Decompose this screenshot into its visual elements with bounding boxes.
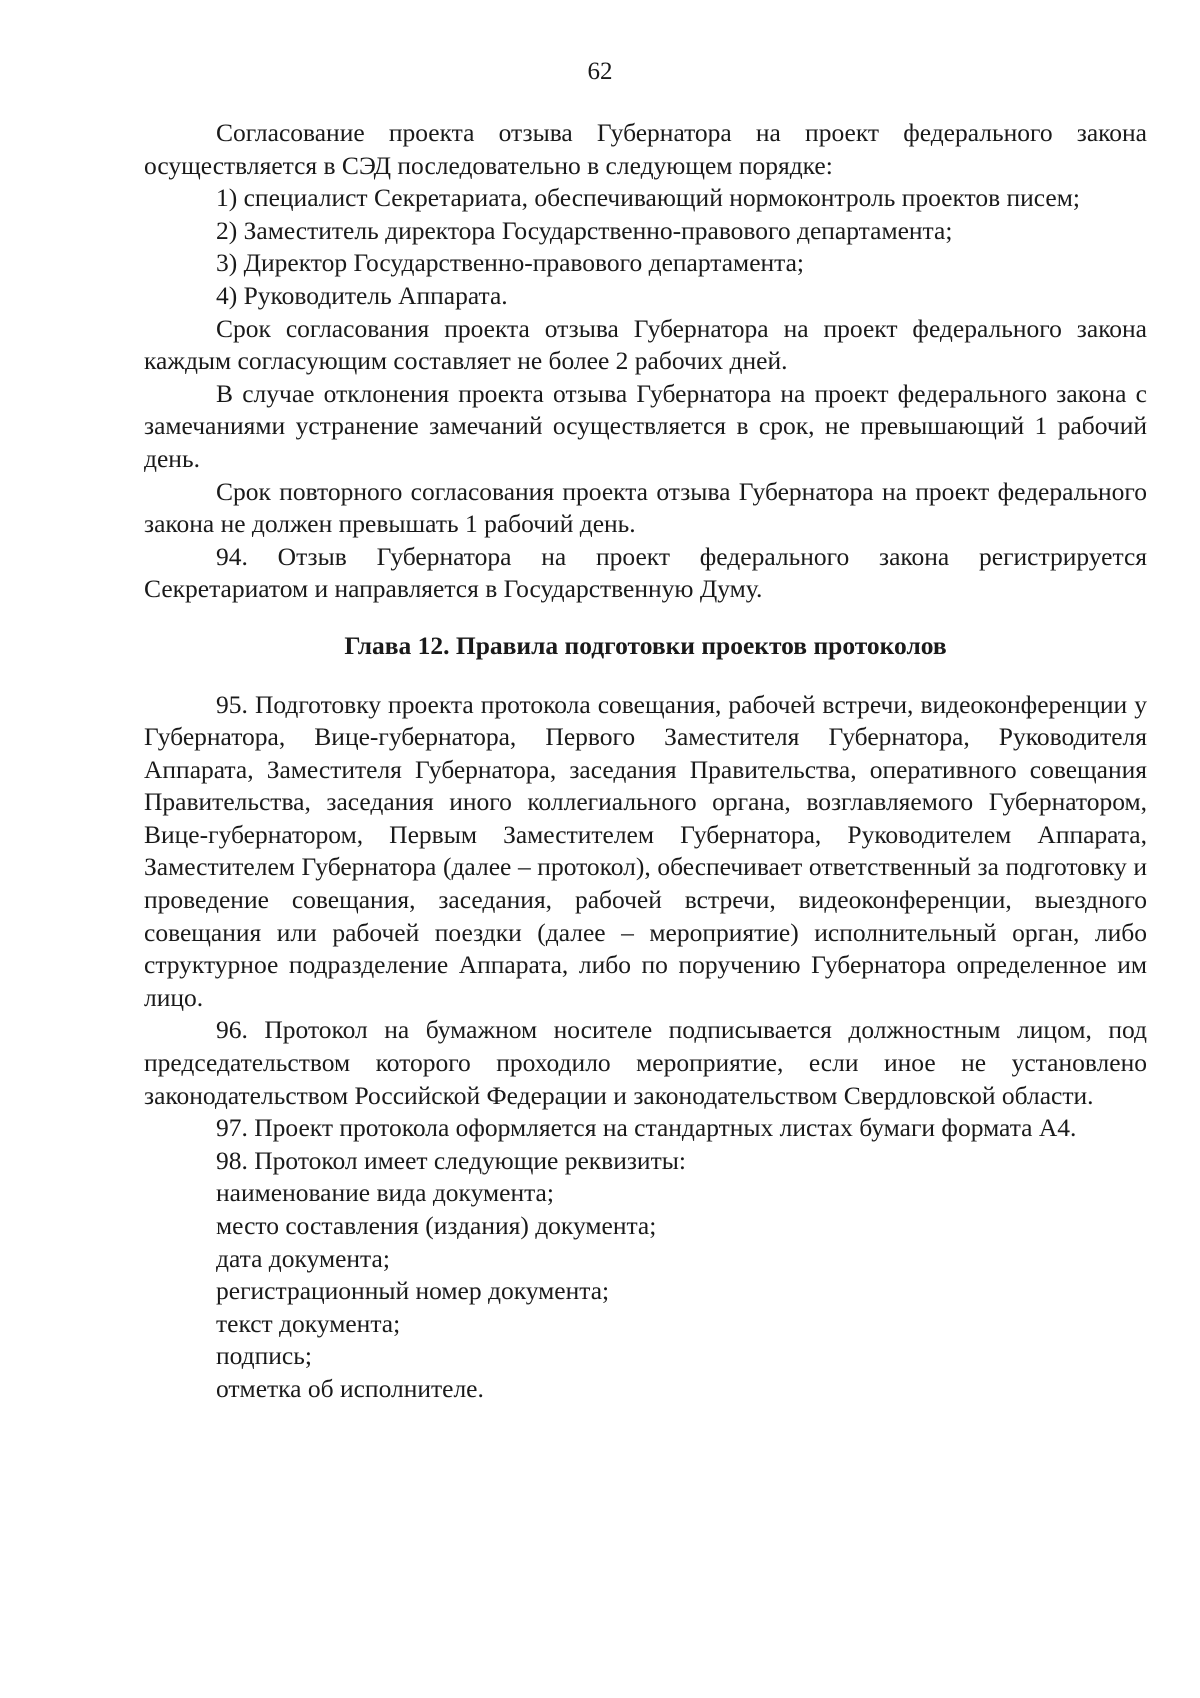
requisite-item: наименование вида документа; (216, 1178, 554, 1208)
paragraph-approval-order: Согласование проекта отзыва Губернатора на проект федерального закона осуществляется в СЭД последовательно в следующем порядке: (144, 118, 1147, 180)
paragraph-97: 97. Проект протокола оформляется на стандартных листах бумаги формата А4. (216, 1113, 1077, 1143)
paragraph-step-1: 1) специалист Секретариата, обеспечивающий нормоконтроль проектов писем; (216, 183, 1080, 213)
paragraph-reapproval-term: Срок повторного согласования проекта отзыва Губернатора на проект федерального закона не должен превышать 1 рабочий день. (144, 476, 1147, 539)
requisite-item: дата документа; (216, 1243, 390, 1273)
requisite-item: подпись; (216, 1341, 312, 1371)
page-number: 62 (587, 58, 613, 85)
paragraph-step-4: 4) Руководитель Аппарата. (216, 280, 508, 310)
requisite-item: отметка об исполнителе. (216, 1373, 484, 1403)
paragraph-step-2: 2) Заместитель директора Государственно-правового департамента; (216, 215, 953, 245)
requisite-item: текст документа; (216, 1308, 401, 1338)
paragraph-94: 94. Отзыв Губернатора на проект федерального закона регистрируется Секретариатом и направляется в Государственную Думу. (144, 541, 1147, 604)
paragraph-approval-term: Срок согласования проекта отзыва Губернатора на проект федерального закона каждым согласующим составляет не более 2 рабочих дней. (144, 313, 1147, 376)
paragraph-95: 95. Подготовку проекта протокола совещания, рабочей встречи, видеоконференции у Губернатора, Вице-губернатора, Первого Заместителя Губернатора, Руководителя Аппарата, Заместителя Губернатора, заседания Правительства, оперативного совещания Правительства, заседания иного коллегиального органа, возглавляемого Губернатором, Вице-губернатором, Первым Заместителем Губернатора, Руководителем Аппарата, Заместителем Губернатора (далее – протокол), обеспечивает ответственный за подготовку и проведение совещания, заседания, рабочей встречи, видеоконференции, выездного совещания или рабочей поездки (далее – мероприятие) исполнительный орган, либо структурное подразделение Аппарата, либо по поручению Губернатора определенное им лицо. (144, 689, 1147, 1012)
paragraph-step-3: 3) Директор Государственно-правового департамента; (216, 248, 805, 278)
requisite-item: место составления (издания) документа; (216, 1211, 657, 1240)
paragraph-rejection: В случае отклонения проекта отзыва Губернатора на проект федерального закона с замечаниями устранение замечаний осуществляется в срок, не превышающий 1 рабочий день. (144, 378, 1147, 473)
chapter-heading: Глава 12. Правила подготовки проектов протоколов (344, 630, 947, 660)
paragraph-96: 96. Протокол на бумажном носителе подписывается должностным лицом, под председательством которого проходило мероприятие, если иное не установлено законодательством Российской Федерации и законодательством Свердловской области. (144, 1015, 1147, 1110)
paragraph-98: 98. Протокол имеет следующие реквизиты: (216, 1145, 686, 1175)
requisite-item: регистрационный номер документа; (216, 1276, 610, 1306)
document-body (144, 117, 1147, 1406)
